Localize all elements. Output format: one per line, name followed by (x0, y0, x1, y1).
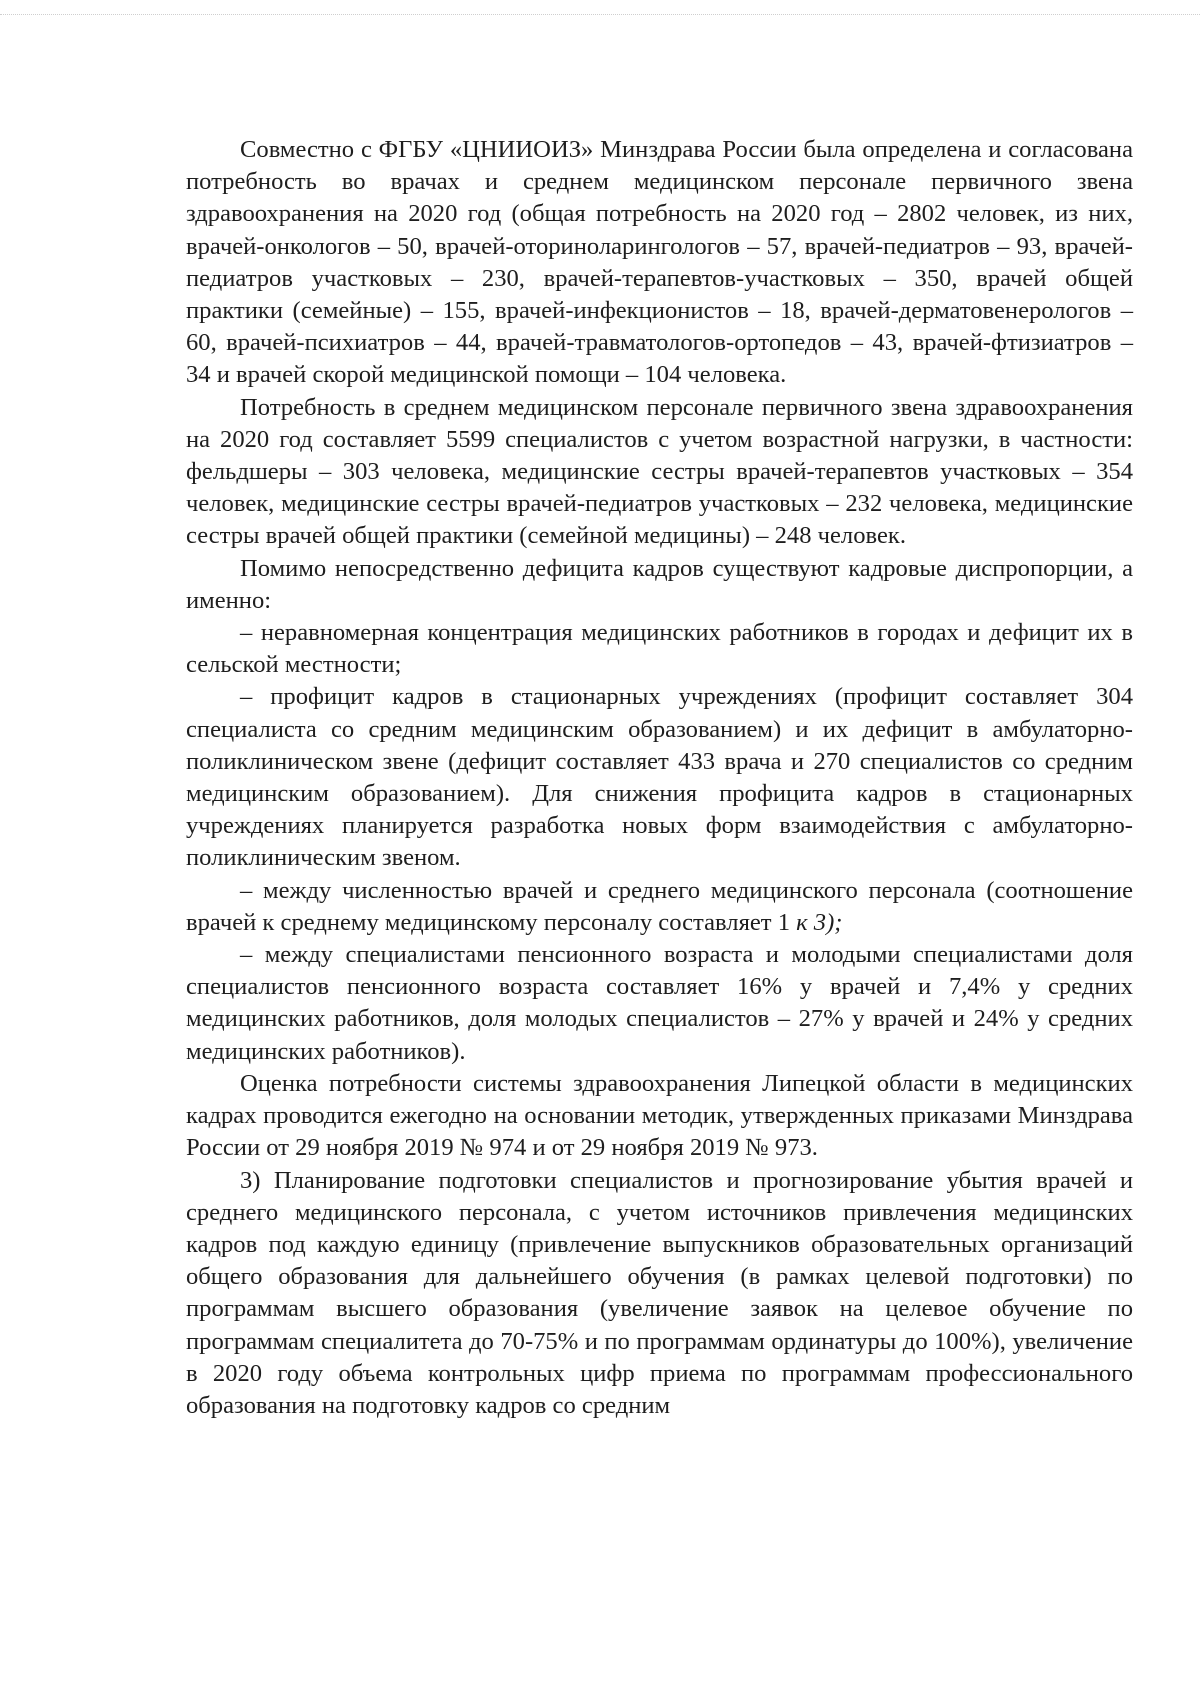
paragraph-nursing-staff-need: Потребность в среднем медицинском персонале первичного звена здравоохранения на 2020 год составляет 5599 специалистов с учетом возрастной нагрузки, в частности: фельдшеры – 303 человека, медицинские сестры врачей-терапевтов участковых – 354 человек, медицинские сестры врачей-педиатров участковых – 232 человека, медицинские сестры врачей общей практики (семейной медицины) – 248 человек. (186, 393, 1133, 550)
document-body (186, 134, 1133, 1422)
ratio-text: – между численностью врачей и среднего медицинского персонала (соотношение врачей к среднему медицинскому персоналу составляет 1 (186, 876, 1133, 936)
list-item-hospital-surplus: – профицит кадров в стационарных учреждениях (профицит составляет 304 специалиста со средним медицинским образованием) и их дефицит в амбулаторно-поликлиническом звене (дефицит составляет 433 врача и 270 специалистов со средним медицинским образованием). Для снижения профицита кадров в стационарных учреждениях планируется разработка новых форм взаимодействия с амбулаторно-поликлиническим звеном. (186, 683, 1133, 872)
paragraph-assessment-method: Оценка потребности системы здравоохранения Липецкой области в медицинских кадрах проводится ежегодно на основании методик, утвержденных приказами Минздрава России от 29 ноября 2019 № 974 и от 29 ноября 2019 № 973. (186, 1069, 1133, 1162)
scan-edge-line (0, 14, 1200, 15)
paragraph-needs-assessment: Совместно с ФГБУ «ЦНИИОИЗ» Минздрава России была определена и согласована потребность во врачах и среднем медицинском персонале первичного звена здравоохранения на 2020 год (общая потребность на 2020 год – 2802 человек, из них, врачей-онкологов – 50, врачей-оториноларингологов – 57, врачей-педиатров – 93, врачей-педиатров участковых – 230, врачей-терапевтов-участковых – 350, врачей общей практики (семейные) – 155, врачей-инфекционистов – 18, врачей-дерматовенерологов – 60, врачей-психиатров – 44, врачей-травматологов-ортопедов – 43, врачей-фтизиатров – 34 и врачей скорой медицинской помощи – 104 человека. (186, 136, 1133, 389)
list-item-doctor-nurse-ratio (186, 875, 1133, 939)
list-item-urban-rural: – неравномерная концентрация медицинских работников в городах и дефицит их в сельской местности; (186, 619, 1133, 679)
paragraph-staff-disproportions: Помимо непосредственно дефицита кадров существуют кадровые диспропорции, а именно: (186, 554, 1133, 614)
paragraph-training-planning: 3) Планирование подготовки специалистов и прогнозирование убытия врачей и среднего медицинского персонала, с учетом источников привлечения медицинских кадров под каждую единицу (привлечение выпускников образовательных организаций общего образования для дальнейшего обучения (в рамках целевой подготовки) по программам высшего образования (увеличение заявок на целевое обучение по программам специалитета до 70-75% и по программам ординатуры до 100%), увеличение в 2020 году объема контрольных цифр приема по программам профессионального образования на подготовку кадров со средним (186, 1166, 1133, 1419)
ratio-italic: к 3); (790, 908, 843, 936)
list-item-age-structure: – между специалистами пенсионного возраста и молодыми специалистами доля специалистов пенсионного возраста составляет 16% у врачей и 7,4% у средних медицинских работников, доля молодых специалистов – 27% у врачей и 24% у средних медицинских работников). (186, 941, 1133, 1065)
